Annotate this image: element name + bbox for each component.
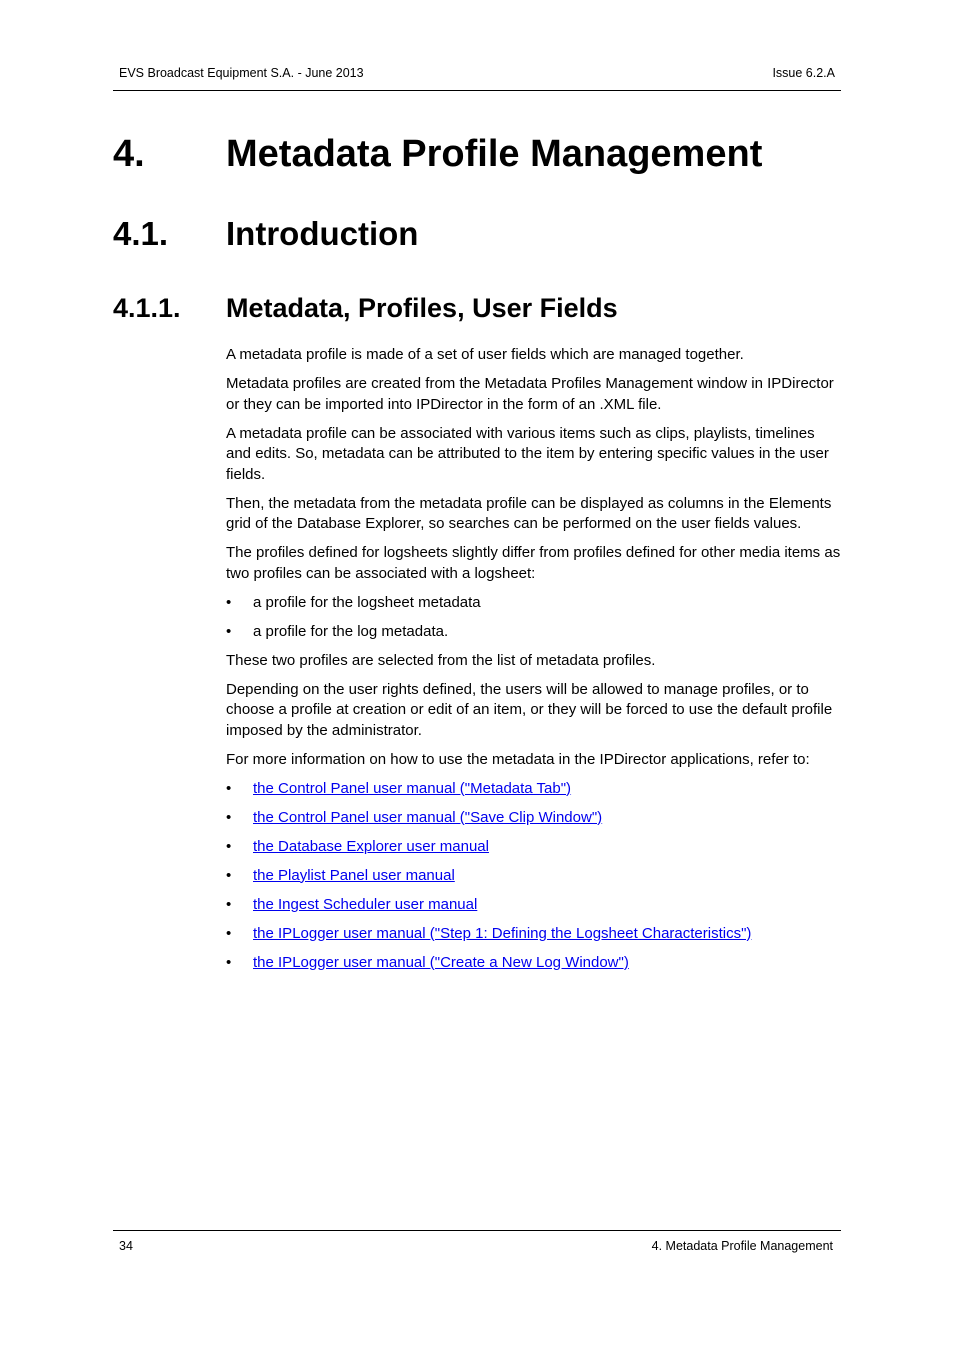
footer-section: 4. Metadata Profile Management	[651, 1239, 833, 1253]
list-item	[226, 808, 842, 829]
list-item	[226, 895, 842, 916]
list-item	[226, 924, 842, 945]
section-title: Introduction	[226, 215, 419, 252]
paragraph: The profiles defined for logsheets slightly differ from profiles defined for other media items as two profiles can be associated with a logsheet:	[226, 544, 841, 582]
link-iplogger-new-log-window[interactable]: the IPLogger user manual ("Create a New Log Window")	[253, 953, 629, 971]
logsheet-profile-list	[226, 593, 842, 643]
bullet-icon: •	[226, 593, 232, 611]
link-control-panel-save-clip-window[interactable]: the Control Panel user manual ("Save Clip Window")	[253, 808, 603, 826]
paragraph: These two profiles are selected from the list of metadata profiles.	[226, 651, 656, 669]
subsection-title: Metadata, Profiles, User Fields	[226, 293, 618, 323]
section-number: 4.1.	[113, 215, 169, 252]
link-control-panel-metadata-tab[interactable]: the Control Panel user manual ("Metadata Tab")	[253, 779, 572, 797]
link-iplogger-step1[interactable]: the IPLogger user manual ("Step 1: Defining the Logsheet Characteristics")	[253, 924, 752, 942]
link-ingest-scheduler[interactable]: the Ingest Scheduler user manual	[253, 895, 478, 913]
section-heading	[113, 215, 418, 253]
page-footer	[113, 1230, 841, 1259]
list-item	[226, 622, 842, 643]
subsection-heading	[113, 293, 618, 324]
page-number: 34	[119, 1239, 133, 1253]
link-playlist-panel[interactable]: the Playlist Panel user manual	[253, 866, 455, 884]
body-text	[226, 345, 842, 982]
bullet-icon: •	[226, 866, 232, 884]
paragraph: Depending on the user rights defined, the users will be allowed to manage profiles, or to choose a profile at creation or edit of an item, or they will be forced to use the default profile imposed by the administrator.	[226, 680, 833, 739]
subsection-number: 4.1.1.	[113, 293, 181, 323]
bullet-icon: •	[226, 924, 232, 942]
chapter-heading	[113, 133, 762, 176]
paragraph: For more information on how to use the metadata in the IPDirector applications, refer to:	[226, 750, 810, 768]
bullet-icon: •	[226, 837, 232, 855]
chapter-title: Metadata Profile Management	[226, 133, 763, 175]
list-item	[226, 593, 842, 614]
reference-links-list	[226, 779, 842, 974]
link-database-explorer[interactable]: the Database Explorer user manual	[253, 837, 489, 855]
list-item	[226, 779, 842, 800]
bullet-icon: •	[226, 622, 232, 640]
list-item	[226, 953, 842, 974]
bullet-icon: •	[226, 895, 232, 913]
header-publisher: EVS Broadcast Equipment S.A. - June 2013	[119, 66, 364, 80]
list-item-text: a profile for the logsheet metadata	[253, 593, 481, 611]
chapter-number: 4.	[113, 133, 145, 175]
list-item	[226, 837, 842, 858]
list-item-text: a profile for the log metadata.	[253, 622, 449, 640]
paragraph: Then, the metadata from the metadata profile can be displayed as columns in the Elements grid of the Database Explorer, so searches can be performed on the user fields values.	[226, 494, 832, 532]
header-issue: Issue 6.2.A	[772, 66, 835, 80]
bullet-icon: •	[226, 779, 232, 797]
paragraph: A metadata profile is made of a set of user fields which are managed together.	[226, 346, 744, 363]
bullet-icon: •	[226, 808, 232, 826]
paragraph: A metadata profile can be associated with various items such as clips, playlists, timelines and edits. So, metadata can be attributed to the item by entering specific values in the user fields.	[226, 424, 829, 483]
paragraph: Metadata profiles are created from the Metadata Profiles Management window in IPDirector or they can be imported into IPDirector in the form of an .XML file.	[226, 375, 834, 413]
list-item	[226, 866, 842, 887]
page-header	[113, 66, 841, 91]
bullet-icon: •	[226, 953, 232, 971]
